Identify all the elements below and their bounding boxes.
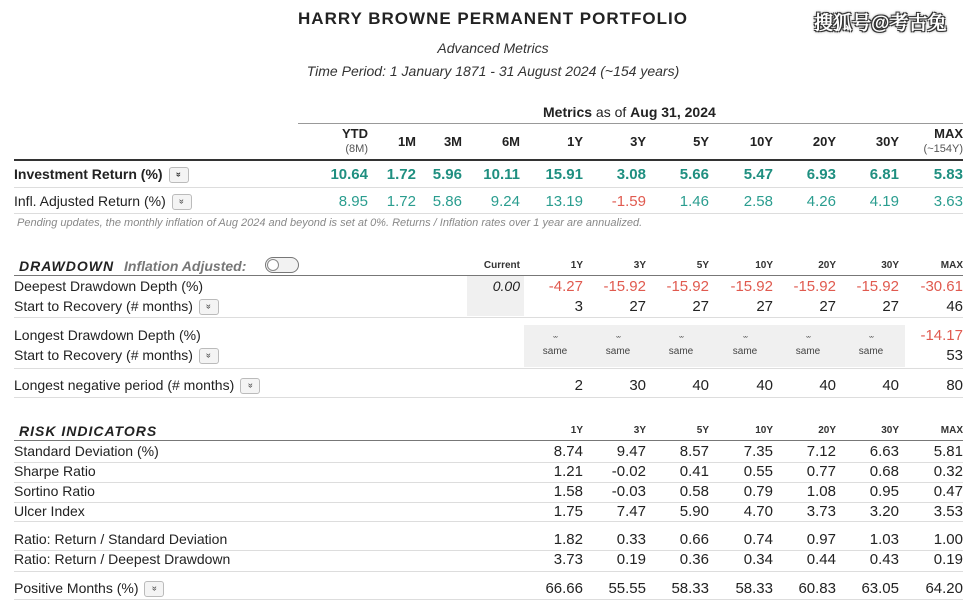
same-indicator: [788, 335, 828, 357]
divider: [14, 397, 963, 398]
risk-column-10y: 10Y: [755, 425, 773, 436]
infl-adjusted-return-value: 1.46: [679, 193, 709, 210]
same-label: same: [732, 346, 758, 357]
positive-months-label: [14, 580, 164, 597]
ratio-return-standard-deviation-value: 1.00: [933, 531, 963, 548]
ratio-return-standard-deviation-value: 0.74: [743, 531, 773, 548]
infl-adjusted-return-value: 5.86: [432, 193, 462, 210]
investment-return-value: 10.11: [483, 166, 520, 183]
divider: [14, 213, 963, 214]
infl-adjusted-return-value: 4.19: [869, 193, 899, 210]
infl-adjusted-return-value: 8.95: [338, 193, 368, 210]
deepest-recovery-value: 27: [882, 298, 899, 315]
investment-return-expand-button[interactable]: [169, 167, 189, 183]
sortino-ratio-value: 1.08: [806, 483, 836, 500]
longest-drawdown-max: -14.17: [920, 327, 963, 344]
same-label: same: [858, 346, 884, 357]
longest-negative-value: 40: [882, 377, 899, 394]
ratio-return-deepest-drawdown-value: 3.73: [553, 551, 583, 568]
standard-deviation-value: 5.81: [933, 443, 963, 460]
risk-column-max: MAX: [940, 425, 963, 436]
positive-months-label-text: Positive Months (%): [14, 580, 139, 596]
deepest-recovery-label: [14, 298, 219, 315]
investment-return-value: 5.47: [743, 166, 773, 183]
deepest-drawdown-value: -15.92: [856, 278, 899, 295]
infl-adjusted-return-value: 13.19: [545, 193, 583, 210]
positive-months-value: 58.33: [671, 580, 709, 597]
ulcer-index-value: 4.70: [743, 503, 773, 520]
standard-deviation-value: 6.63: [869, 443, 899, 460]
ratio-return-standard-deviation-label-text: Ratio: Return / Standard Deviation: [14, 531, 228, 547]
investment-return-value: 10.64: [330, 166, 368, 183]
investment-return-value: 15.91: [545, 166, 583, 183]
longest-recovery-max: 53: [946, 347, 963, 364]
ratio-return-deepest-drawdown-value: 0.36: [679, 551, 709, 568]
infl-adjusted-return-value: 4.26: [806, 193, 836, 210]
drawdown-column-30y: 30Y: [881, 260, 899, 271]
chevron-double-down-icon: ˇˇ: [806, 335, 810, 345]
deepest-drawdown-label: [14, 278, 203, 294]
deepest-recovery-value: 27: [629, 298, 646, 315]
ulcer-index-value: 3.20: [869, 503, 899, 520]
metrics-as-of: Metrics as of Aug 31, 2024: [543, 104, 716, 120]
ratio-return-deepest-drawdown-value: 0.19: [616, 551, 646, 568]
investment-return-label-text: Investment Return (%): [14, 166, 163, 182]
risk-column-20y: 20Y: [818, 425, 836, 436]
deepest-drawdown-value: -15.92: [666, 278, 709, 295]
infl-adjusted-return-value: 9.24: [490, 193, 520, 210]
column-header-20y: 20Y: [812, 134, 836, 149]
column-header-1y: 1Y: [567, 134, 583, 149]
longest-negative-value: 30: [629, 377, 646, 394]
deepest-recovery-label-expand-button[interactable]: [199, 299, 219, 315]
same-indicator: [725, 335, 765, 357]
same-label: same: [795, 346, 821, 357]
time-period: Time Period: 1 January 1871 - 31 August 2024 (~154 years): [306, 63, 680, 79]
inflation-adjusted-toggle[interactable]: [265, 257, 299, 273]
divider: [298, 123, 963, 124]
positive-months-value: 55.55: [608, 580, 646, 597]
ratio-return-deepest-drawdown-value: 0.19: [933, 551, 963, 568]
divider: [14, 571, 963, 572]
infl-adjusted-return-label-text: Infl. Adjusted Return (%): [14, 193, 166, 209]
chevron-double-down-icon: »: [204, 353, 215, 359]
positive-months-expand-button[interactable]: [144, 581, 164, 597]
investment-return-value: 6.93: [806, 166, 836, 183]
longest-negative-value: 40: [819, 377, 836, 394]
drawdown-column-max: MAX: [940, 260, 963, 271]
ulcer-index-value: 5.90: [679, 503, 709, 520]
standard-deviation-label: [14, 443, 159, 459]
drawdown-title: DRAWDOWN: [19, 258, 115, 274]
ratio-return-standard-deviation-value: 0.33: [616, 531, 646, 548]
same-indicator: [661, 335, 701, 357]
longest-negative-label-expand-button[interactable]: [240, 378, 260, 394]
ulcer-index-label: [14, 503, 85, 519]
returns-note: Pending updates, the monthly inflation of Aug 2024 and beyond is set at 0%. Returns / Inflation rates over 1 year are annualized.: [17, 217, 643, 229]
longest-drawdown-label: [14, 327, 201, 343]
longest-negative-label: [14, 377, 260, 394]
investment-return-value: 6.81: [869, 166, 899, 183]
same-indicator: [851, 335, 891, 357]
ratio-return-deepest-drawdown-value: 0.44: [806, 551, 836, 568]
ratio-return-deepest-drawdown-label-text: Ratio: Return / Deepest Drawdown: [14, 551, 231, 567]
column-header-sub: (~154Y): [923, 143, 963, 155]
sortino-ratio-value: 0.79: [743, 483, 773, 500]
ulcer-index-value: 1.75: [553, 503, 583, 520]
longest-recovery-label: [14, 347, 219, 364]
ratio-return-standard-deviation-value: 1.03: [869, 531, 899, 548]
toggle-knob: [267, 259, 279, 271]
drawdown-column-1y: 1Y: [570, 260, 583, 271]
positive-months-value: 63.05: [861, 580, 899, 597]
sortino-ratio-value: 0.47: [933, 483, 963, 500]
same-label: same: [668, 346, 694, 357]
chevron-double-down-icon: »: [177, 199, 188, 205]
sortino-ratio-value: 1.58: [553, 483, 583, 500]
positive-months-value: 66.66: [545, 580, 583, 597]
ulcer-index-value: 3.53: [933, 503, 963, 520]
ratio-return-deepest-drawdown-label: [14, 551, 230, 567]
chevron-double-down-icon: »: [174, 172, 185, 178]
standard-deviation-value: 8.74: [553, 443, 583, 460]
standard-deviation-value: 8.57: [679, 443, 709, 460]
ratio-return-deepest-drawdown-value: 0.34: [743, 551, 773, 568]
infl-adjusted-return-value: 3.63: [933, 193, 963, 210]
risk-column-3y: 3Y: [633, 425, 646, 436]
deepest-recovery-value: 27: [756, 298, 773, 315]
positive-months-value: 64.20: [925, 580, 963, 597]
column-header-max: MAX: [934, 126, 963, 141]
deepest-drawdown-label-text: Deepest Drawdown Depth (%): [14, 278, 204, 294]
sortino-ratio-value: 0.58: [679, 483, 709, 500]
deepest-recovery-value: 46: [946, 298, 963, 315]
sharpe-ratio-value: 0.41: [679, 463, 709, 480]
longest-negative-value: 2: [574, 377, 583, 394]
investment-return-value: 5.96: [432, 166, 462, 183]
sharpe-ratio-label: [14, 463, 96, 479]
column-header-sub: (8M): [345, 143, 368, 155]
sharpe-ratio-value: 0.55: [743, 463, 773, 480]
sortino-ratio-label-text: Sortino Ratio: [14, 483, 95, 499]
deepest-drawdown-value: -15.92: [793, 278, 836, 295]
ratio-return-deepest-drawdown-value: 0.43: [869, 551, 899, 568]
column-header-5y: 5Y: [693, 134, 709, 149]
same-indicator: [598, 335, 638, 357]
ratio-return-standard-deviation-value: 0.97: [806, 531, 836, 548]
risk-column-1y: 1Y: [570, 425, 583, 436]
deepest-drawdown-value: -4.27: [548, 278, 583, 295]
investment-return-value: 3.08: [616, 166, 646, 183]
same-label: same: [542, 346, 568, 357]
same-indicator: [535, 335, 575, 357]
investment-return-value: 5.83: [933, 166, 963, 183]
longest-negative-value: 40: [756, 377, 773, 394]
sharpe-ratio-value: 0.77: [806, 463, 836, 480]
page-title: HARRY BROWNE PERMANENT PORTFOLIO: [298, 9, 688, 28]
divider: [14, 368, 963, 369]
drawdown-column-20y: 20Y: [818, 260, 836, 271]
ulcer-index-value: 3.73: [806, 503, 836, 520]
sharpe-ratio-value: 0.32: [933, 463, 963, 480]
ulcer-index-value: 7.47: [616, 503, 646, 520]
deepest-drawdown-value: -15.92: [730, 278, 773, 295]
longest-recovery-label-text: Start to Recovery (# months): [14, 347, 193, 363]
longest-recovery-label-expand-button[interactable]: [199, 348, 219, 364]
infl-adjusted-return-expand-button[interactable]: [172, 194, 192, 210]
positive-months-value: 58.33: [735, 580, 773, 597]
risk-column-30y: 30Y: [881, 425, 899, 436]
standard-deviation-label-text: Standard Deviation (%): [14, 443, 159, 459]
deepest-recovery-value: 27: [819, 298, 836, 315]
same-cells-background: [524, 325, 905, 367]
longest-negative-label-text: Longest negative period (# months): [14, 377, 235, 393]
column-header-10y: 10Y: [749, 134, 773, 149]
risk-title: RISK INDICATORS: [19, 423, 158, 439]
drawdown-column-10y: 10Y: [755, 260, 773, 271]
ulcer-index-label-text: Ulcer Index: [14, 503, 85, 519]
infl-adjusted-return-value: 2.58: [743, 193, 773, 210]
inflation-adjusted-label: Inflation Adjusted:: [124, 258, 247, 274]
ratio-return-standard-deviation-label: [14, 531, 227, 547]
chevron-double-down-icon: ˇˇ: [616, 335, 620, 345]
sortino-ratio-value: -0.03: [611, 483, 646, 500]
deepest-drawdown-current: 0.00: [492, 278, 520, 294]
sharpe-ratio-label-text: Sharpe Ratio: [14, 463, 96, 479]
divider: [14, 159, 963, 161]
sharpe-ratio-value: 0.68: [869, 463, 899, 480]
longest-negative-value: 40: [692, 377, 709, 394]
deepest-recovery-label-text: Start to Recovery (# months): [14, 298, 193, 314]
investment-return-value: 1.72: [386, 166, 416, 183]
column-header-ytd: YTD: [342, 126, 368, 141]
longest-negative-value: 80: [946, 377, 963, 394]
investment-return-label: [14, 166, 189, 183]
column-header-30y: 30Y: [875, 134, 899, 149]
drawdown-column-current: Current: [483, 260, 520, 271]
deepest-recovery-value: 3: [574, 298, 583, 315]
sharpe-ratio-value: -0.02: [611, 463, 646, 480]
chevron-double-down-icon: ˇˇ: [743, 335, 747, 345]
standard-deviation-value: 7.12: [806, 443, 836, 460]
risk-column-5y: 5Y: [696, 425, 709, 436]
column-header-3m: 3M: [443, 134, 462, 149]
column-header-1m: 1M: [397, 134, 416, 149]
sortino-ratio-label: [14, 483, 95, 499]
infl-adjusted-return-label: [14, 193, 192, 210]
positive-months-value: 60.83: [798, 580, 836, 597]
deepest-drawdown-value: -30.61: [920, 278, 963, 295]
divider: [14, 187, 963, 188]
infl-adjusted-return-value: -1.59: [611, 193, 646, 210]
chevron-double-down-icon: ˇˇ: [869, 335, 873, 345]
standard-deviation-value: 7.35: [743, 443, 773, 460]
divider: [14, 317, 963, 318]
investment-return-value: 5.66: [679, 166, 709, 183]
divider: [14, 440, 963, 441]
chevron-double-down-icon: ˇˇ: [679, 335, 683, 345]
sortino-ratio-value: 0.95: [869, 483, 899, 500]
divider: [14, 521, 963, 522]
page-subtitle: Advanced Metrics: [437, 40, 549, 56]
divider: [14, 599, 963, 600]
deepest-drawdown-value: -15.92: [603, 278, 646, 295]
chevron-double-down-icon: »: [204, 304, 215, 310]
deepest-recovery-value: 27: [692, 298, 709, 315]
chevron-double-down-icon: ˇˇ: [553, 335, 557, 345]
drawdown-column-5y: 5Y: [696, 260, 709, 271]
ratio-return-standard-deviation-value: 0.66: [679, 531, 709, 548]
sharpe-ratio-value: 1.21: [553, 463, 583, 480]
infl-adjusted-return-value: 1.72: [386, 193, 416, 210]
watermark: 搜狐号@考古兔: [814, 13, 947, 34]
same-label: same: [605, 346, 631, 357]
chevron-double-down-icon: »: [245, 383, 256, 389]
column-header-3y: 3Y: [630, 134, 646, 149]
chevron-double-down-icon: »: [149, 586, 160, 592]
drawdown-column-3y: 3Y: [633, 260, 646, 271]
standard-deviation-value: 9.47: [616, 443, 646, 460]
longest-drawdown-label-text: Longest Drawdown Depth (%): [14, 327, 201, 343]
ratio-return-standard-deviation-value: 1.82: [553, 531, 583, 548]
column-header-6m: 6M: [501, 134, 520, 149]
